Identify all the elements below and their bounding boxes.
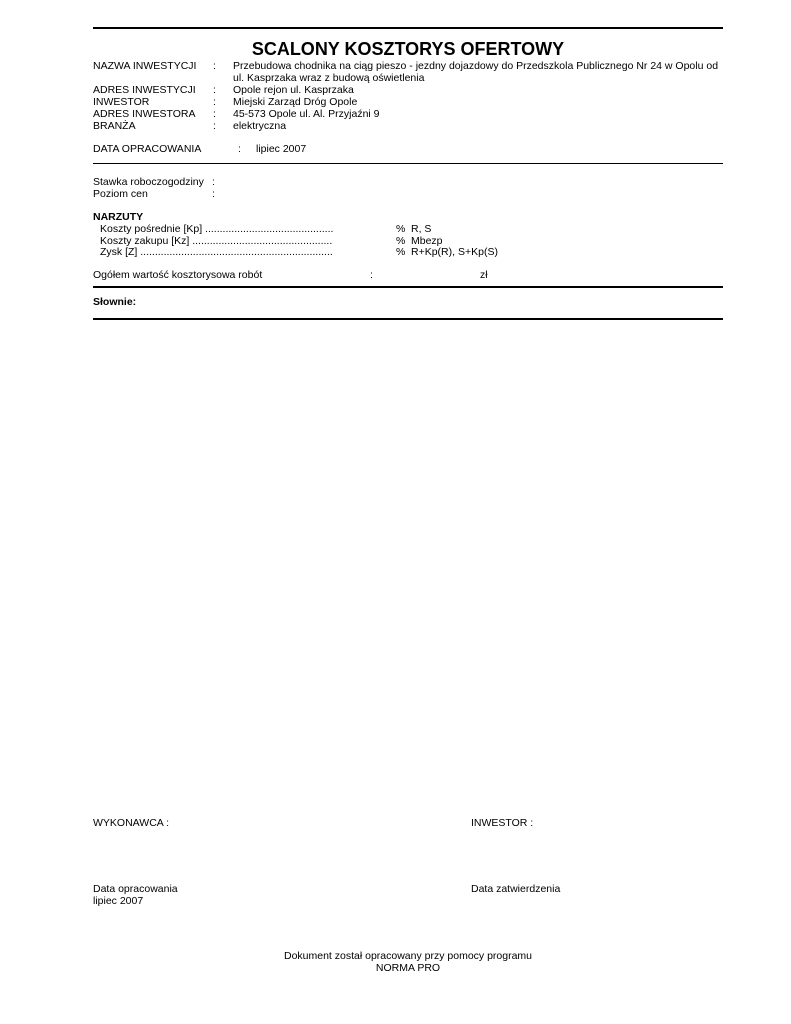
rule-before-slownie — [93, 286, 723, 288]
narzuty-heading: NARZUTY — [93, 211, 144, 223]
field-value-investor-address: 45-573 Opole ul. Al. Przyjaźni 9 — [233, 108, 380, 120]
total-currency: zł — [480, 269, 488, 281]
narzut-label-kp: Koszty pośrednie [Kp] ............................................ — [100, 223, 334, 235]
narzut-unit-kp: % — [396, 223, 406, 235]
rule-after-date — [93, 163, 723, 164]
field-value-investment-name: Przebudowa chodnika na ciąg pieszo - jezdny dojazdowy do Przedszkola Publicznego Nr 24 w Opolu od ul. Kasprzaka wraz z budową oświetlenia — [233, 60, 719, 84]
field-sep-investment-name: : — [213, 60, 216, 72]
field-sep-branch: : — [213, 120, 216, 132]
footer-line-2: NORMA PRO — [375, 962, 441, 974]
date-sep: : — [238, 143, 241, 155]
date-value: lipiec 2007 — [256, 143, 307, 155]
rule-after-slownie — [93, 318, 723, 320]
approval-date-label: Data zatwierdzenia — [471, 883, 561, 895]
field-sep-investor: : — [213, 96, 216, 108]
field-value-investor: Miejski Zarząd Dróg Opole — [233, 96, 358, 108]
narzut-unit-z: % — [396, 246, 406, 258]
top-rule — [93, 27, 723, 29]
rate-label-hourly: Stawka roboczogodziny — [93, 176, 204, 188]
narzut-base-kz: Mbezp — [411, 235, 443, 247]
slownie-label: Słownie: — [93, 296, 137, 308]
page-title: SCALONY KOSZTORYS OFERTOWY — [251, 39, 565, 59]
narzut-base-z: R+Kp(R), S+Kp(S) — [411, 246, 498, 258]
narzut-label-kz: Koszty zakupu [Kz] ................................................ — [100, 235, 333, 247]
total-sep: : — [370, 269, 373, 281]
field-label-branch: BRANŻA — [93, 120, 136, 132]
field-value-branch: elektryczna — [233, 120, 287, 132]
contractor-label: WYKONAWCA : — [93, 817, 170, 829]
field-label-investment-name: NAZWA INWESTYCJI — [93, 60, 197, 72]
total-label: Ogółem wartość kosztorysowa robót — [93, 269, 263, 281]
rate-label-price-level: Poziom cen — [93, 188, 148, 200]
rate-sep-price-level: : — [212, 188, 215, 200]
field-sep-investment-address: : — [213, 84, 216, 96]
prep-date-label: Data opracowania — [93, 883, 178, 895]
field-label-investor: INWESTOR — [93, 96, 150, 108]
footer-line-1: Dokument został opracowany przy pomocy programu — [283, 950, 533, 962]
field-label-investor-address: ADRES INWESTORA — [93, 108, 196, 120]
field-value-investment-address: Opole rejon ul. Kasprzaka — [233, 84, 354, 96]
field-sep-investor-address: : — [213, 108, 216, 120]
field-label-investment-address: ADRES INWESTYCJI — [93, 84, 196, 96]
rate-sep-hourly: : — [212, 176, 215, 188]
investor-signature-label: INWESTOR : — [471, 817, 534, 829]
narzut-label-z: Zysk [Z] .................................................................. — [100, 246, 333, 258]
narzut-unit-kz: % — [396, 235, 406, 247]
prep-date-value: lipiec 2007 — [93, 895, 144, 907]
narzut-base-kp: R, S — [411, 223, 432, 235]
date-label: DATA OPRACOWANIA — [93, 143, 202, 155]
